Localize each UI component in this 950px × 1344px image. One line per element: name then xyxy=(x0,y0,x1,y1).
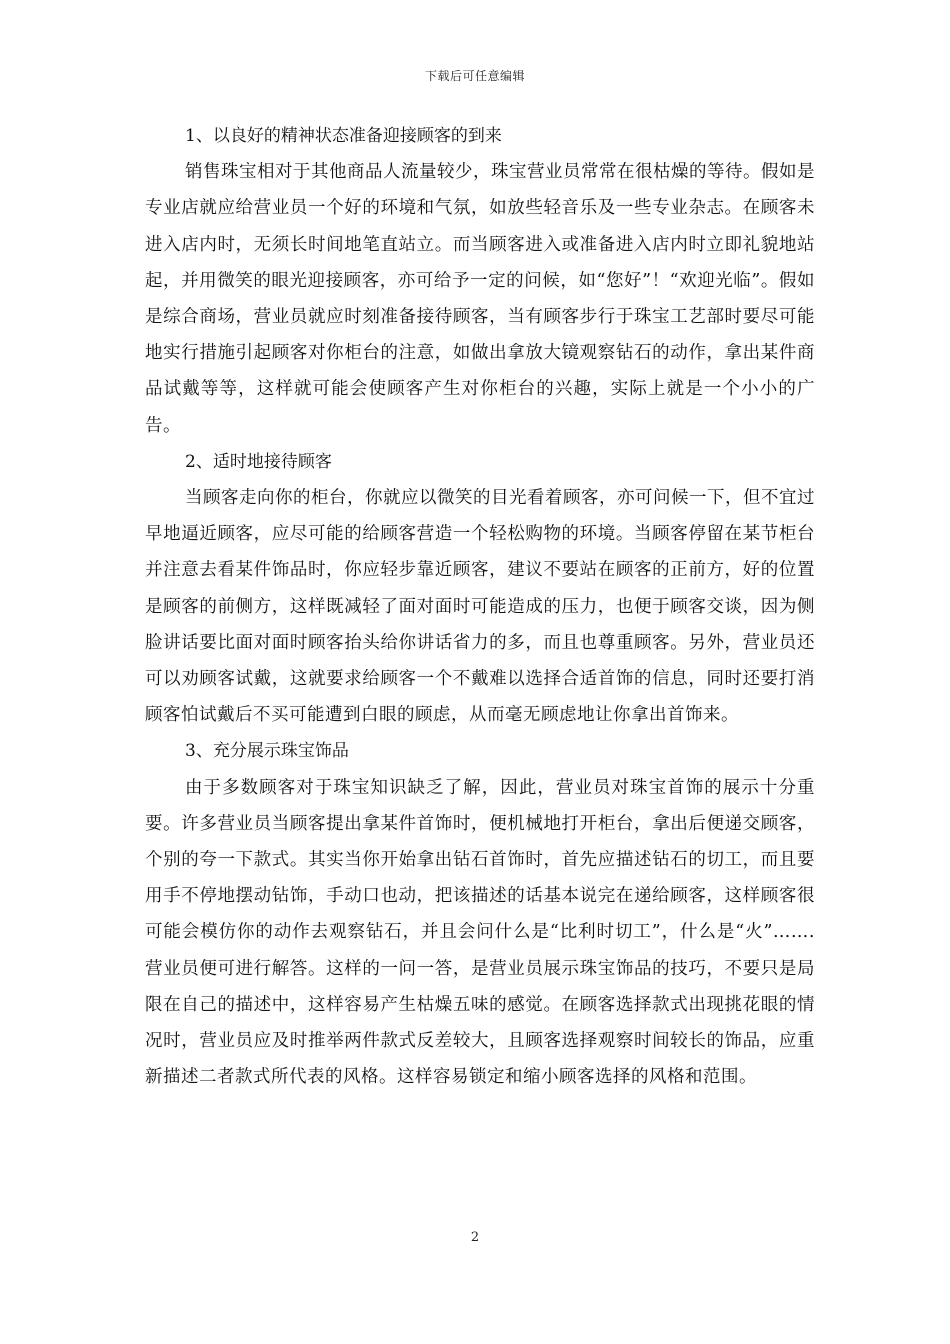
document-body xyxy=(145,118,815,1095)
header-note: 下载后可任意编辑 xyxy=(424,69,525,83)
section-paragraph-2: 当顾客走向你的柜台，你就应以微笑的目光看着顾客，亦可问候一下，但不宜过早地逼近顾客，应尽可能的给顾客营造一个轻松购物的环境。当顾客停留在某节柜台并注意去看某件饰品时，你应轻步靠近顾客，建议不要站在顾客的正前方，好的位置是顾客的前侧方，这样既减轻了面对面时可能造成的压力，也便于顾客交谈，因为侧脸讲话要比面对面时顾客抬头给你讲话省力的多，而且也尊重顾客。另外，营业员还可以劝顾客试戴，这就要求给顾客一个不戴难以选择合适首饰的信息，同时还要打消顾客怕试戴后不买可能遭到白眼的顾虑，从而毫无顾虑地让你拿出首饰来。 xyxy=(145,488,815,726)
page-number: 2 xyxy=(470,1230,480,1245)
section-heading-1: 1、以良好的精神状态准备迎接顾客的到来 xyxy=(185,126,502,146)
section-paragraph-1: 销售珠宝相对于其他商品人流量较少，珠宝营业员常常在很枯燥的等待。假如是专业店就应给营业员一个好的环境和气氛，如放些轻音乐及一些专业杂志。在顾客未进入店内时，无须长时间地笔直站立。而当顾客进入或准备进入店内时立即礼貌地站起，并用微笑的眼光迎接顾客，亦可给予一定的问候，如“您好”！“欢迎光临”。假如是综合商场，营业员就应时刻准备接待顾客，当有顾客步行于珠宝工艺部时要尽可能地实行措施引起顾客对你柜台的注意，如做出拿放大镜观察钻石的动作，拿出某件商品试戴等等，这样就可能会使顾客产生对你柜台的兴趣，实际上就是一个小小的广告。 xyxy=(145,162,815,436)
section-paragraph-3: 由于多数顾客对于珠宝知识缺乏了解，因此，营业员对珠宝首饰的展示十分重要。许多营业员当顾客提出拿某件首饰时，便机械地打开柜台，拿出后便递交顾客，个别的夸一下款式。其实当你开始拿出钻石首饰时，首先应描述钻石的切工，而且要用手不停地摆动钻饰，手动口也动，把该描述的话基本说完在递给顾客，这样顾客很可能会模仿你的动作去观察钻石，并且会问什么是“比利时切工”，什么是“火”…….营业员便可进行解答。这样的一问一答，是营业员展示珠宝饰品的技巧，不要只是局限在自己的描述中，这样容易产生枯燥五味的感觉。在顾客选择款式出现挑花眼的情况时，营业员应及时推举两件款式反差较大，且顾客选择观察时间较长的饰品，应重新描述二者款式所代表的风格。这样容易锁定和缩小顾客选择的风格和范围。 xyxy=(145,777,815,1088)
section-heading-3: 3、充分展示珠宝饰品 xyxy=(185,741,349,762)
section-heading-2: 2、适时地接待顾客 xyxy=(185,451,332,472)
